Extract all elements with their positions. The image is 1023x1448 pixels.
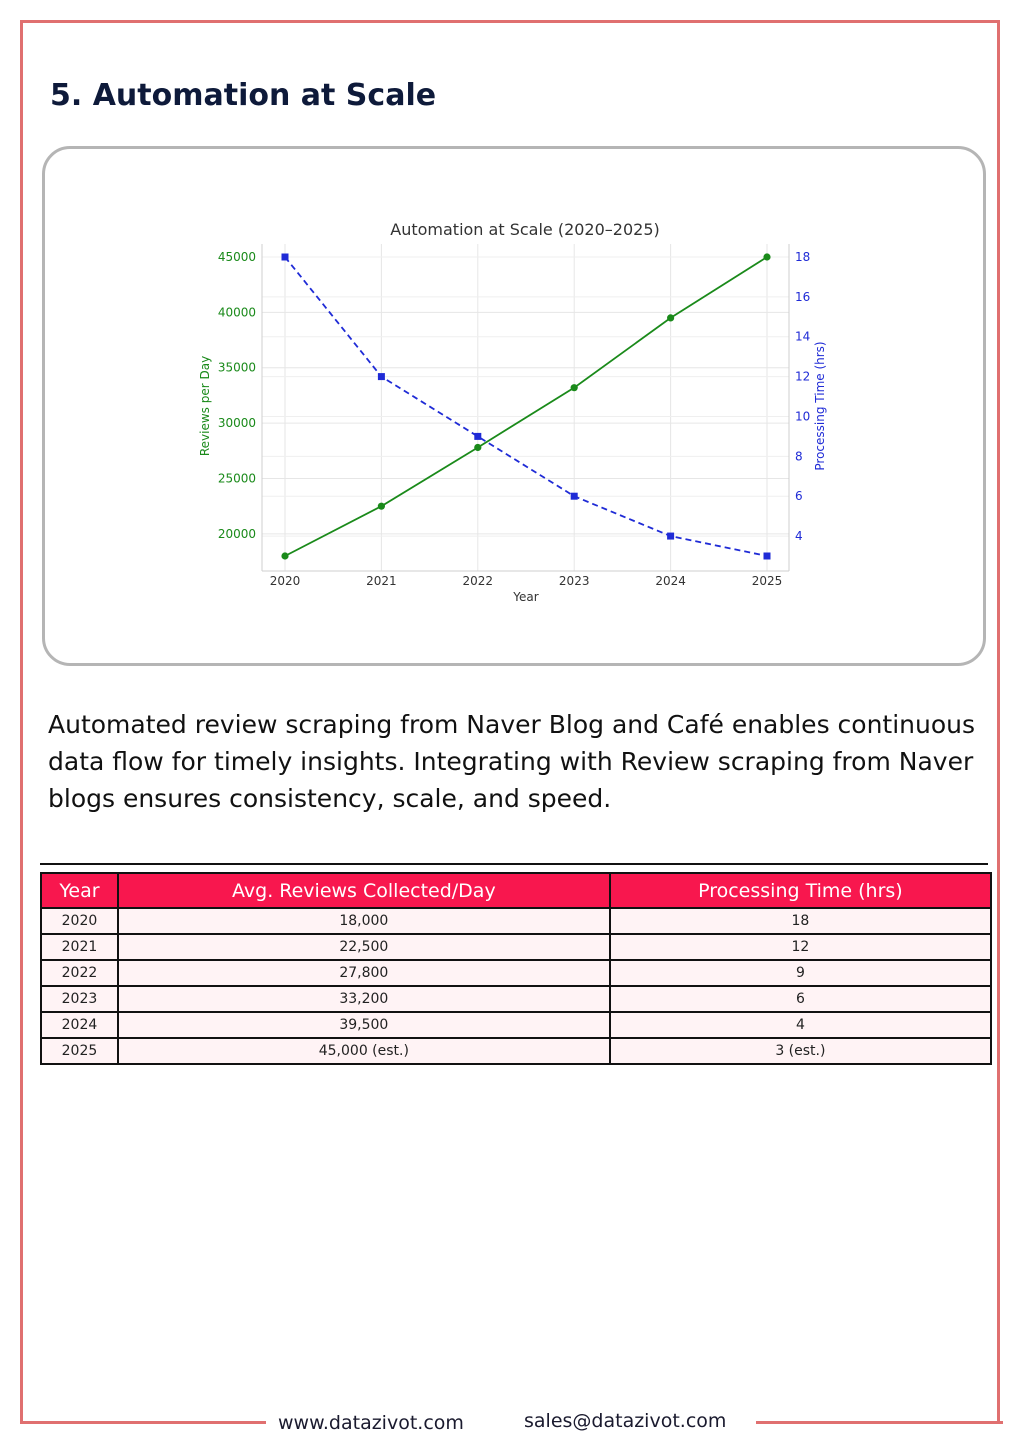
processing-time-point <box>764 553 771 560</box>
footer-website-link[interactable]: www.datazivot.com <box>278 1412 464 1434</box>
y2-tick-label: 16 <box>795 289 811 304</box>
y2-tick-label: 8 <box>795 449 803 464</box>
frame-bottom-left <box>20 1421 266 1424</box>
y2-axis-label: Processing Time (hrs) <box>813 341 827 471</box>
reviews-line <box>285 257 767 556</box>
cell-reviews: 33,200 <box>118 986 610 1012</box>
cell-year: 2020 <box>41 908 118 934</box>
y2-tick-label: 10 <box>795 409 811 424</box>
cell-processing-time: 18 <box>610 908 991 934</box>
processing-time-point <box>282 254 289 261</box>
cell-year: 2022 <box>41 960 118 986</box>
x-tick-label: 2020 <box>269 574 301 588</box>
cell-processing-time: 9 <box>610 960 991 986</box>
y2-tick-label: 18 <box>795 250 811 264</box>
y-tick-label: 25000 <box>217 471 256 486</box>
x-tick-label: 2021 <box>366 574 397 588</box>
x-tick-label: 2023 <box>558 574 590 588</box>
y2-tick-label: 6 <box>795 489 803 504</box>
header-processing-time: Processing Time (hrs) <box>610 873 991 908</box>
chart-labels <box>198 220 827 604</box>
cell-year: 2021 <box>41 934 118 960</box>
cell-year: 2023 <box>41 986 118 1012</box>
processing-time-point <box>378 373 385 380</box>
processing-time-point <box>667 533 674 540</box>
cell-year: 2024 <box>41 1012 118 1038</box>
reviews-point <box>281 552 288 559</box>
processing-time-point <box>474 433 481 440</box>
footer-email-link[interactable]: sales@datazivot.com <box>524 1410 727 1432</box>
table-top-rule <box>40 863 988 865</box>
table-row <box>41 908 991 934</box>
data-table <box>40 872 992 1065</box>
y-axis-label: Reviews per Day <box>198 355 212 457</box>
y-tick-label: 35000 <box>217 360 256 375</box>
cell-processing-time: 3 (est.) <box>610 1038 991 1064</box>
x-tick-label: 2022 <box>462 574 494 588</box>
y-tick-label: 45000 <box>217 250 256 264</box>
y-tick-label: 40000 <box>217 305 256 320</box>
chart-series <box>281 253 770 559</box>
page-title: 5. Automation at Scale <box>50 78 437 113</box>
y-tick-label: 30000 <box>217 416 256 431</box>
processing-time-point <box>571 493 578 500</box>
reviews-point <box>378 503 385 510</box>
table-row <box>41 960 991 986</box>
chart-title: Automation at Scale (2020–2025) <box>390 220 660 239</box>
table-row <box>41 1038 991 1064</box>
reviews-point <box>667 314 674 321</box>
cell-reviews: 22,500 <box>118 934 610 960</box>
x-tick-label: 2025 <box>751 574 783 588</box>
table-header-row <box>41 873 991 908</box>
table-row <box>41 986 991 1012</box>
cell-reviews: 18,000 <box>118 908 610 934</box>
cell-processing-time: 12 <box>610 934 991 960</box>
cell-reviews: 39,500 <box>118 1012 610 1038</box>
reviews-point <box>474 444 481 451</box>
table-row <box>41 934 991 960</box>
chart-card <box>42 146 986 666</box>
y-tick-label: 20000 <box>217 526 256 541</box>
cell-processing-time: 6 <box>610 986 991 1012</box>
header-year: Year <box>41 873 118 908</box>
reviews-point <box>571 384 578 391</box>
header-reviews: Avg. Reviews Collected/Day <box>118 873 610 908</box>
automation-chart <box>45 149 983 663</box>
x-tick-label: 2024 <box>655 574 686 588</box>
cell-processing-time: 4 <box>610 1012 991 1038</box>
y2-tick-label: 4 <box>795 529 803 544</box>
y2-tick-label: 14 <box>795 329 811 344</box>
reviews-point <box>763 253 770 260</box>
frame-bottom-right <box>756 1421 1003 1424</box>
cell-reviews: 27,800 <box>118 960 610 986</box>
body-paragraph: Automated review scraping from Naver Blog and Café enables continuous data flow for timely insights. Integrating with Review scraping from Naver blogs ensures consistency, scale, and speed. <box>48 710 976 813</box>
y2-tick-label: 12 <box>795 369 811 384</box>
cell-year: 2025 <box>41 1038 118 1064</box>
x-axis-label: Year <box>513 590 539 604</box>
table-row <box>41 1012 991 1038</box>
cell-reviews: 45,000 (est.) <box>118 1038 610 1064</box>
